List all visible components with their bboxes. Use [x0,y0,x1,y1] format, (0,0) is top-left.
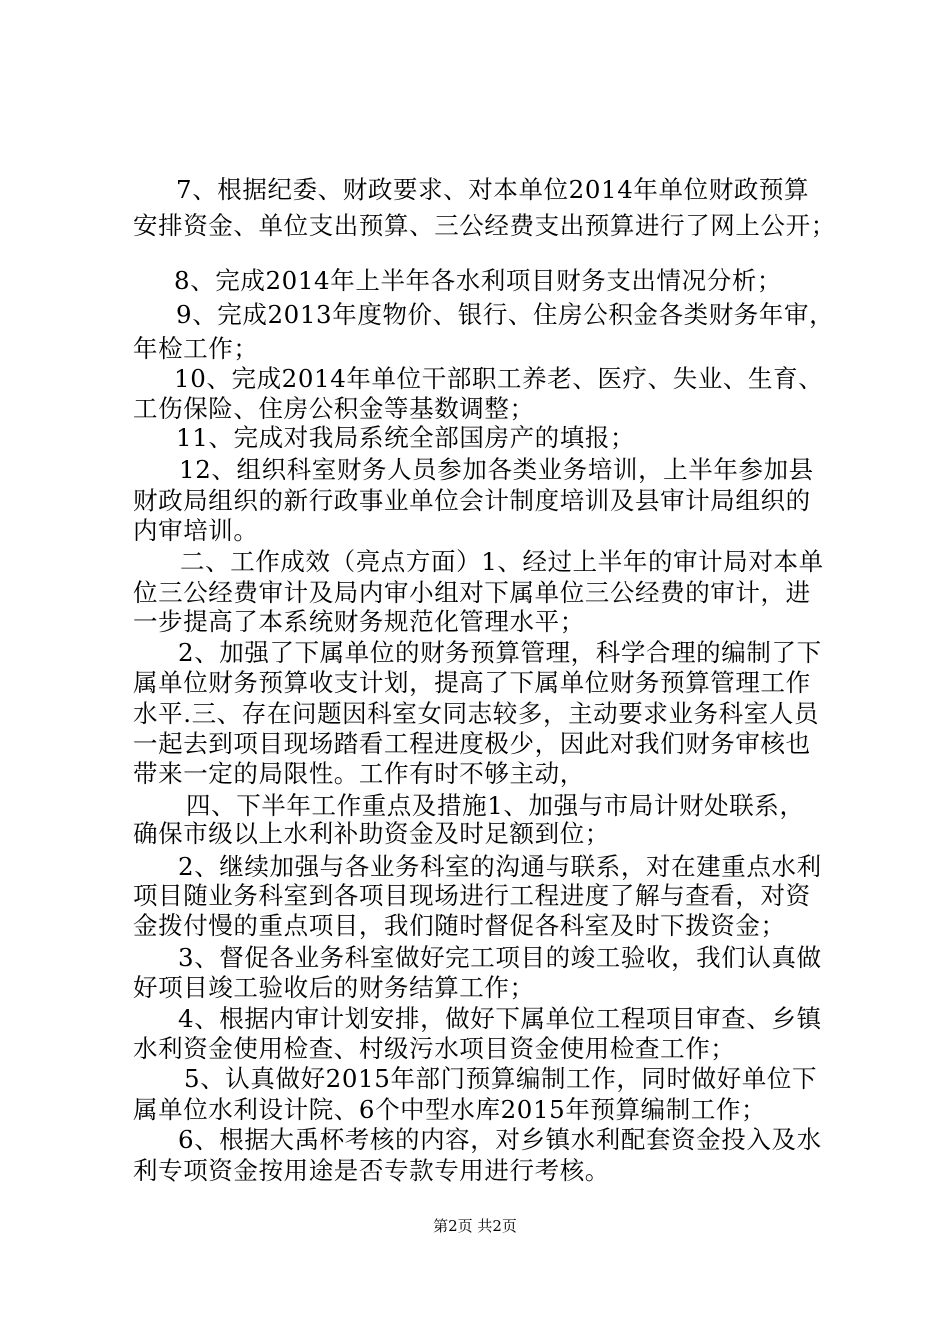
paragraph-line: 水平.三、存在问题因科室女同志较多，主动要求业务科室人员 [133,699,820,728]
paragraph-line: 内审培训。 [133,516,259,545]
page-number-footer: 第2页 共2页 [433,1217,517,1235]
paragraph-line: 9、完成2013年度物价、银行、住房公积金各类财务年审， [176,300,835,329]
paragraph-line: 确保市级以上水利补助资金及时足额到位； [133,819,610,848]
paragraph-line: 一步提高了本系统财务规范化管理水平； [133,607,585,636]
paragraph-line: 属单位水利设计院、6个中型水库2015年预算编制工作； [133,1095,767,1124]
paragraph-line: 四、下半年工作重点及措施1、加强与市局计财处联系， [186,791,805,820]
paragraph-line: 10、完成2014年单位干部职工养老、医疗、失业、生育、 [174,364,824,393]
paragraph-line: 带来一定的局限性。工作有时不够主动， [133,759,585,788]
paragraph-line: 8、完成2014年上半年各水利项目财务支出情况分析； [174,266,783,295]
paragraph-line: 安排资金、单位支出预算、三公经费支出预算进行了网上公开； [133,211,836,240]
paragraph-line: 利专项资金按用途是否专款专用进行考核。 [133,1156,610,1185]
paragraph-line: 财政局组织的新行政事业单位会计制度培训及县审计局组织的 [133,486,811,515]
paragraph-line: 属单位财务预算收支计划，提高了下属单位财务预算管理工作 [133,668,811,697]
paragraph-line: 5、认真做好2015年部门预算编制工作，同时做好单位下 [184,1064,818,1093]
paragraph-line: 水利资金使用检查、村级污水项目资金使用检查工作； [133,1034,736,1063]
paragraph-line: 二、工作成效（亮点方面）1、经过上半年的审计局对本单 [180,547,824,576]
paragraph-line: 2、加强了下属单位的财务预算管理，科学合理的编制了下 [178,638,822,667]
paragraph-line: 一起去到项目现场踏看工程进度极少，因此对我们财务审核也 [133,729,811,758]
paragraph-line: 金拨付慢的重点项目，我们随时督促各科室及时下拨资金； [133,911,786,940]
paragraph-line: 11、完成对我局系统全部国房产的填报； [176,423,636,452]
paragraph-line: 位三公经费审计及局内审小组对下属单位三公经费的审计，进 [133,578,811,607]
paragraph-line: 项目随业务科室到各项目现场进行工程进度了解与查看，对资 [133,881,811,910]
paragraph-line: 6、根据大禹杯考核的内容，对乡镇水利配套资金投入及水 [178,1125,822,1154]
paragraph-line: 7、根据纪委、财政要求、对本单位2014年单位财政预算 [176,175,810,204]
paragraph-line: 4、根据内审计划安排，做好下属单位工程项目审查、乡镇 [178,1004,822,1033]
paragraph-line: 年检工作； [133,334,259,363]
paragraph-line: 2、继续加强与各业务科室的沟通与联系，对在建重点水利 [178,852,822,881]
paragraph-line: 12、组织科室财务人员参加各类业务培训，上半年参加县 [179,455,814,484]
paragraph-line: 好项目竣工验收后的财务结算工作； [133,973,535,1002]
paragraph-line: 工伤保险、住房公积金等基数调整； [133,394,535,423]
paragraph-line: 3、督促各业务科室做好完工项目的竣工验收，我们认真做 [178,943,822,972]
